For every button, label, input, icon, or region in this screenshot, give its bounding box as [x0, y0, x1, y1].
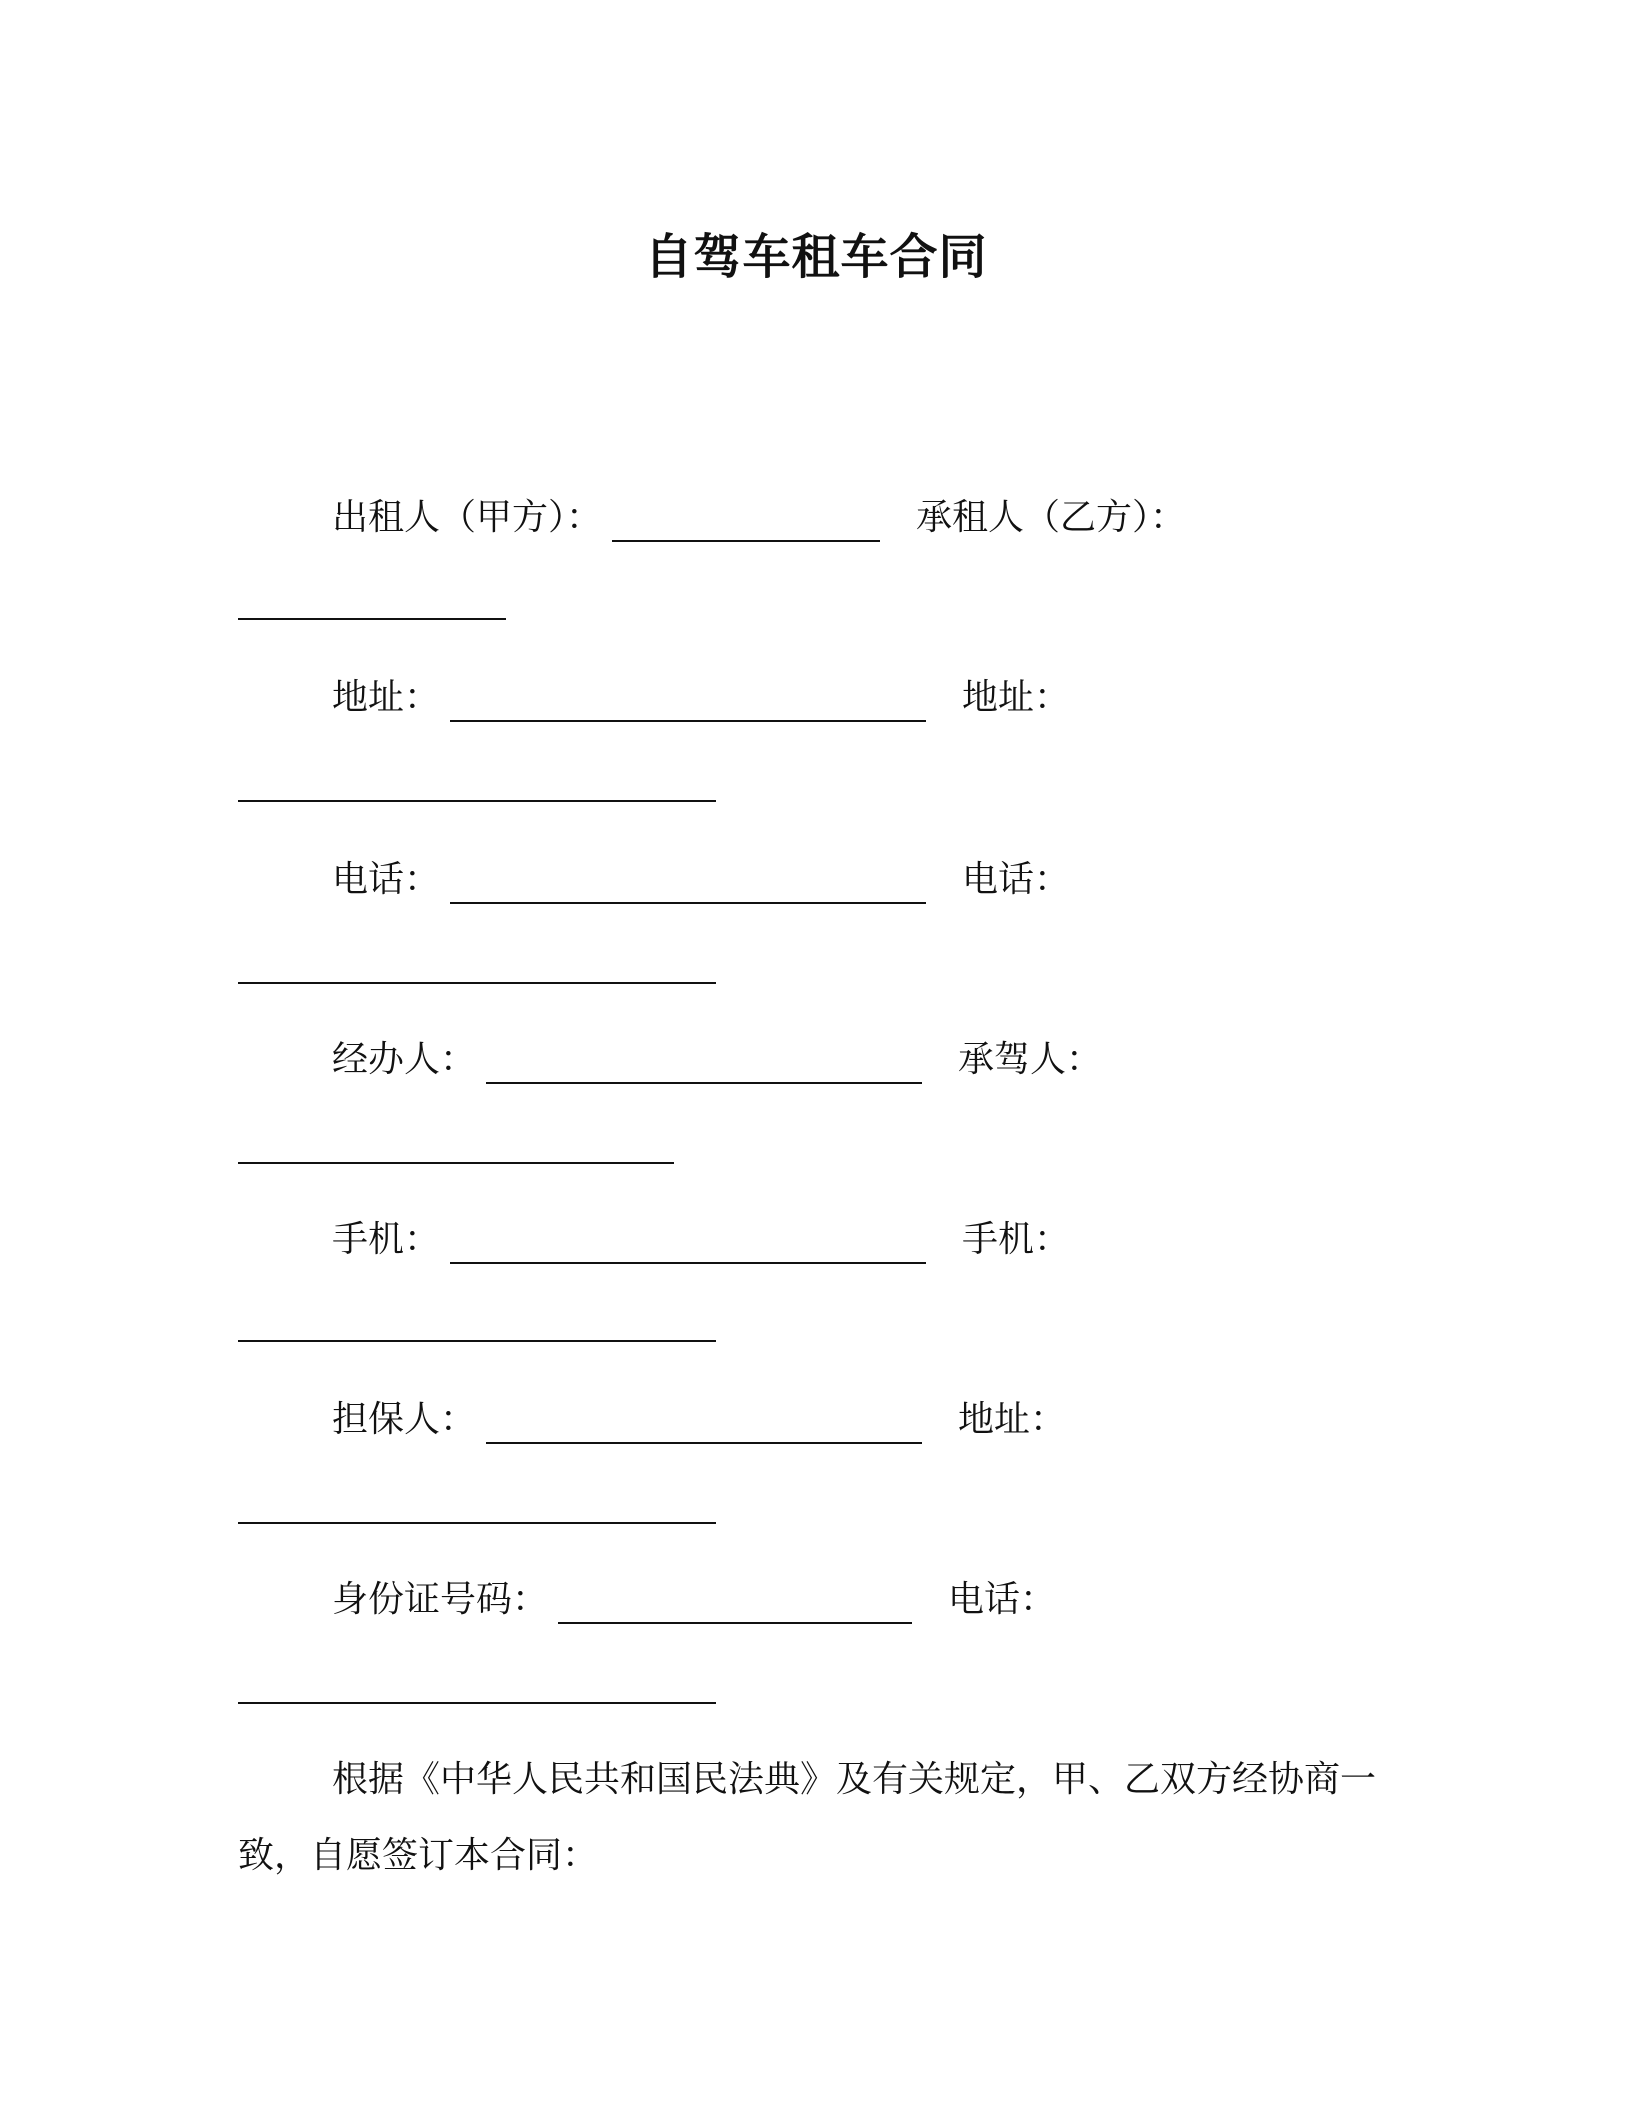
guarantor-phone-label: 电话：	[948, 1579, 1057, 1620]
phone-row	[332, 856, 1070, 904]
lessee-blank[interactable]	[238, 616, 506, 620]
driver-label: 承驾人：	[958, 1039, 1103, 1080]
lessor-phone-label: 电话：	[332, 859, 441, 900]
lessee-phone-blank[interactable]	[238, 980, 716, 984]
guarantor-phone-blank[interactable]	[238, 1700, 716, 1704]
agent-row	[332, 1036, 1102, 1084]
guarantor-address-blank[interactable]	[238, 1520, 716, 1524]
lessee-mobile-label: 手机：	[962, 1219, 1071, 1260]
lessor-blank[interactable]	[612, 506, 880, 542]
id-number-blank[interactable]	[558, 1588, 912, 1624]
lessor-label: 出租人（甲方）：	[332, 497, 603, 538]
lessee-mobile-blank[interactable]	[238, 1338, 716, 1342]
id-number-row	[332, 1576, 1056, 1624]
address-row	[332, 674, 1070, 722]
lessor-address-label: 地址：	[332, 677, 441, 718]
intro-paragraph: 根据《中华人民共和国民法典》及有关规定，甲、乙双方经协商一致，自愿签订本合同：	[238, 1759, 1377, 1876]
lessor-address-blank[interactable]	[450, 686, 926, 722]
agent-blank[interactable]	[486, 1048, 922, 1084]
driver-blank[interactable]	[238, 1160, 674, 1164]
lessee-phone-label: 电话：	[962, 859, 1071, 900]
mobile-row	[332, 1216, 1070, 1264]
lessee-address-blank[interactable]	[238, 798, 716, 802]
agent-label: 经办人：	[332, 1039, 477, 1080]
guarantor-address-label: 地址：	[958, 1399, 1067, 1440]
lessee-address-label: 地址：	[962, 677, 1071, 718]
lessor-mobile-blank[interactable]	[450, 1228, 926, 1264]
lessor-mobile-label: 手机：	[332, 1219, 441, 1260]
guarantor-row	[332, 1396, 1066, 1444]
guarantor-blank[interactable]	[486, 1408, 922, 1444]
party-row-lessor-lessee	[332, 494, 1186, 542]
id-number-label: 身份证号码：	[332, 1579, 549, 1620]
document-title: 自驾车租车合同	[644, 229, 988, 285]
guarantor-label: 担保人：	[332, 1399, 477, 1440]
lessee-label: 承租人（乙方）：	[916, 497, 1187, 538]
lessor-phone-blank[interactable]	[450, 868, 926, 904]
